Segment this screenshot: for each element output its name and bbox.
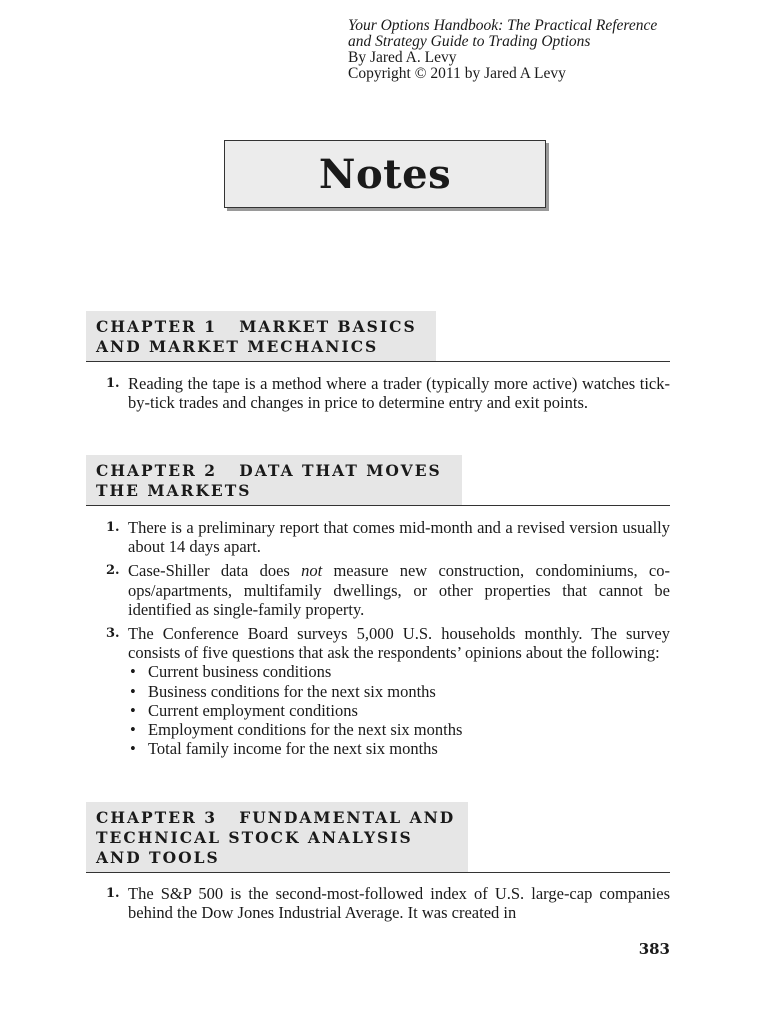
book-header xyxy=(348,18,728,82)
chapter-3-rule xyxy=(86,872,670,873)
item-text-emphasis: not xyxy=(301,561,323,581)
chapter-1-heading xyxy=(86,311,670,362)
chapter-2-heading-line1: CHAPTER 2 DATA THAT MOVES xyxy=(96,461,442,480)
chapter-1-heading-line1: CHAPTER 1 MARKET BASICS xyxy=(96,317,417,336)
book-author: By Jared A. Levy xyxy=(348,49,457,66)
book-title-line1: Your Options Handbook: The Practical Reference xyxy=(348,17,658,34)
list-item xyxy=(100,624,670,758)
bullet-item: • Employment conditions for the next six months xyxy=(128,720,670,739)
chapter-2-rule xyxy=(86,505,670,506)
page-number: 383 xyxy=(638,940,670,958)
chapter-1-rule xyxy=(86,361,670,362)
item-number: 3. xyxy=(106,626,120,642)
item-text: The Conference Board surveys 5,000 U.S. households monthly. The survey consists of five questions that ask the respondents’ opinions about the following: xyxy=(128,624,670,663)
item-text: There is a preliminary report that comes mid-month and a revised version usually about 14 days apart. xyxy=(128,518,670,557)
chapter-3-heading-line3: AND TOOLS xyxy=(96,848,220,867)
list-item xyxy=(100,374,670,412)
item-text: Reading the tape is a method where a trader (typically more active) watches tick-by-tick trades and changes in price to determine entry and exit points. xyxy=(128,374,670,413)
item-text: The S&P 500 is the second-most-followed index of U.S. large-cap companies behind the Dow Jones Industrial Average. It was created in xyxy=(128,884,670,923)
item-text-part: measure new construction, condominiums, co-ops/apartments, multifamily dwellings, or other properties that cannot be identified as single-family property. xyxy=(128,561,670,619)
bullet-list xyxy=(128,662,670,758)
chapter-2-notes xyxy=(100,518,670,763)
bullet-item: • Business conditions for the next six months xyxy=(128,682,670,701)
list-item xyxy=(100,518,670,556)
item-number: 2. xyxy=(106,563,120,579)
chapter-3-heading-line1: CHAPTER 3 FUNDAMENTAL AND xyxy=(96,808,456,827)
item-text xyxy=(128,561,670,618)
item-number: 1. xyxy=(106,886,120,901)
chapter-2-heading xyxy=(86,455,670,506)
list-item xyxy=(100,884,670,922)
book-copyright: Copyright © 2011 by Jared A Levy xyxy=(348,65,566,82)
bullet-item: • Current employment conditions xyxy=(128,701,670,720)
list-item xyxy=(100,561,670,619)
chapter-1-heading-line2: AND MARKET MECHANICS xyxy=(96,337,379,356)
item-number: 1. xyxy=(106,376,120,391)
chapter-2-heading-line2: THE MARKETS xyxy=(96,481,252,500)
item-text-part: Case-Shiller data does xyxy=(128,561,302,581)
notes-title-box xyxy=(224,140,546,208)
chapter-3-heading-line2: TECHNICAL STOCK ANALYSIS xyxy=(96,828,413,847)
chapter-3-notes xyxy=(100,884,670,927)
bullet-item: • Total family income for the next six months xyxy=(128,739,670,758)
book-title-line2: and Strategy Guide to Trading Options xyxy=(348,33,591,50)
chapter-1-notes xyxy=(100,374,670,417)
item-number: 1. xyxy=(106,520,120,535)
notes-title: Notes xyxy=(318,150,452,198)
chapter-3-heading xyxy=(86,802,670,873)
bullet-item: • Current business conditions xyxy=(128,662,670,681)
